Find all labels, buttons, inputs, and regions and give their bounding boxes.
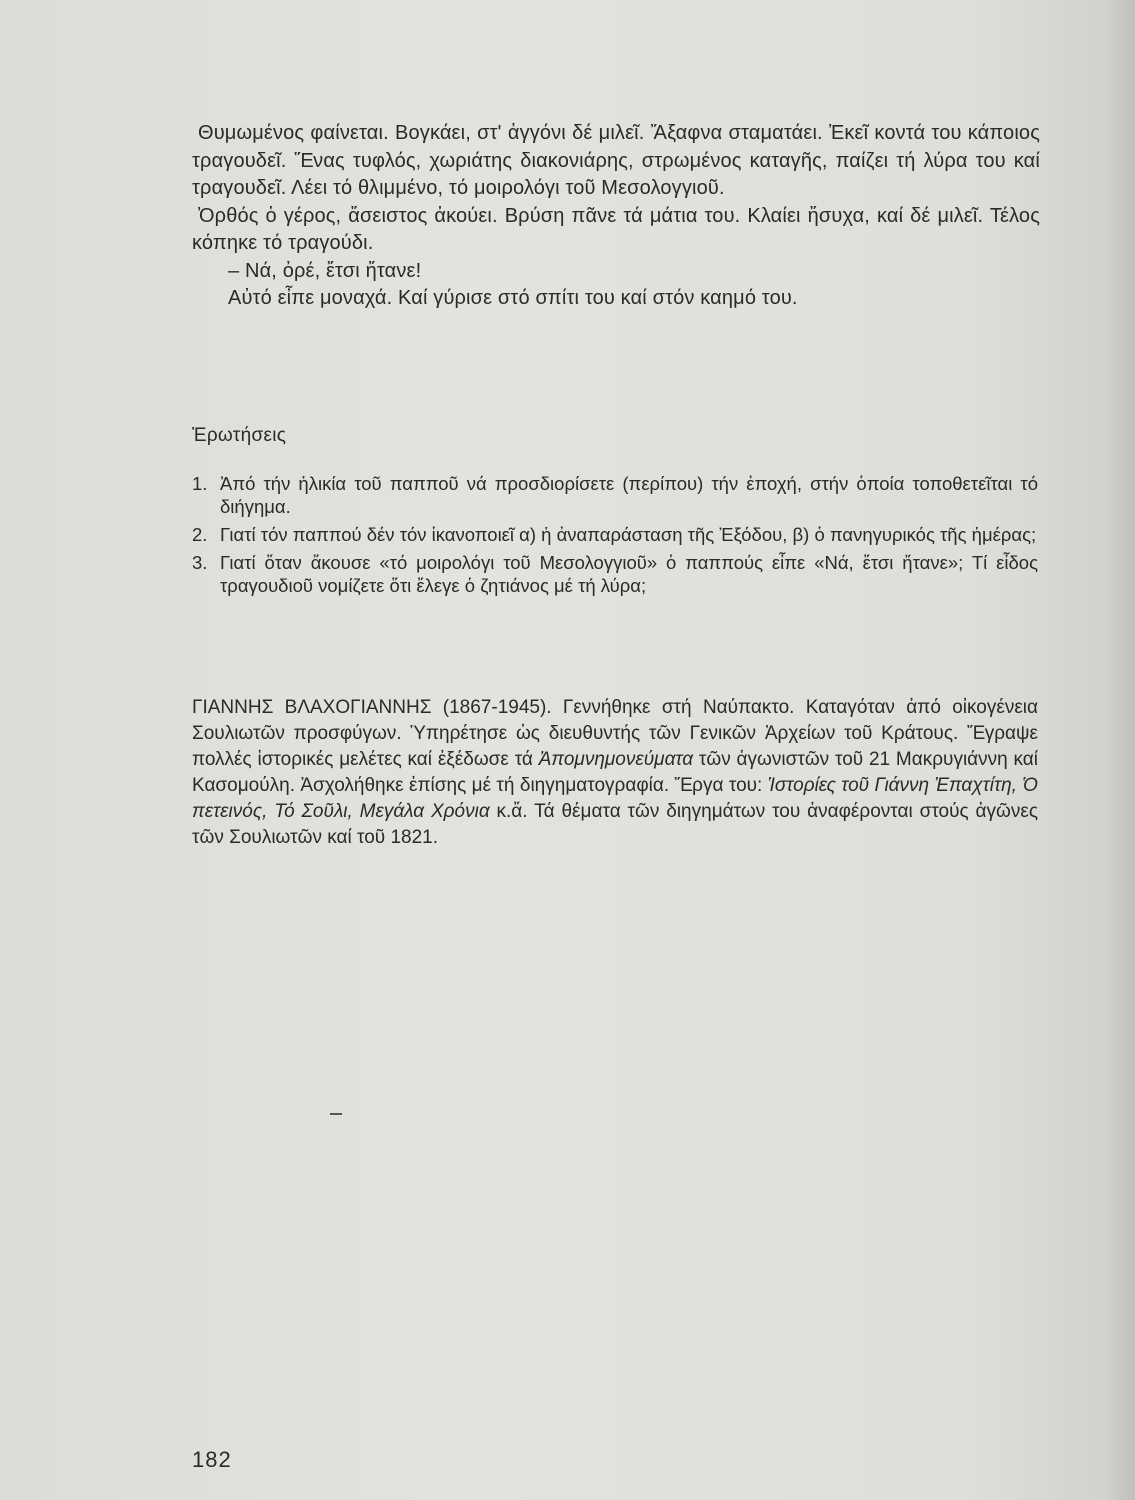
questions-heading: Ἐρωτήσεις: [192, 425, 287, 446]
question-text: Ἀπό τήν ἡλικία τοῦ παπποῦ νά προσδιορίσετε (περίπου) τήν ἐποχή, στήν ὁποία τοποθετεῖται τό διήγημα.: [220, 473, 1038, 517]
question-number: 1.: [192, 473, 208, 494]
bio-italic-works: Ἱστορίες τοῦ Γιάννη Ἐπαχτίτη, Ὁ πετεινός, Τό Σοῦλι, Μεγάλα Χρόνια: [192, 775, 1038, 822]
bio-text: ΓΙΑΝΝΗΣ ΒΛΑΧΟΓΙΑΝΝΗΣ (1867-1945). Γεννήθηκε στή Ναύπακτο. Καταγόταν ἀπό οἰκογένεια Σουλιωτῶν προσφύγων. Ὑπηρέτησε ὡς διευθυντής τῶν Γενικῶν Ἀρχείων τοῦ Κράτους. Ἔγραψε πολλές ἱστορικές μελέτες καί ἐξέδωσε τά: [192, 697, 1038, 770]
questions-list: [192, 472, 1038, 602]
question-item: [192, 472, 1038, 518]
author-biography: [192, 695, 1038, 851]
story-dialog-line: – Νά, ὀρέ, ἔτσι ἤτανε!: [228, 259, 422, 282]
page-number: 182: [192, 1447, 232, 1472]
stray-mark: [330, 1113, 342, 1115]
bio-text: κ.ἄ. Τά θέματα τῶν διηγημάτων του ἀναφέρονται στούς ἀγῶνες τῶν Σουλιωτῶν καί τοῦ 1821.: [192, 801, 1038, 848]
bio-italic-title: Ἀπομνημονεύματα: [538, 749, 694, 770]
story-paragraph-2: Ὀρθός ὁ γέρος, ἄσειστος ἀκούει. Βρύση πᾶνε τά μάτια του. Κλαίει ἥσυχα, καί δέ μιλεῖ. Τέλος κόπηκε τό τραγούδι.: [192, 204, 1040, 254]
story-paragraph-1: Θυμωμένος φαίνεται. Βογκάει, στ' ἀγγόνι δέ μιλεῖ. Ἄξαφνα σταματάει. Ἐκεῖ κοντά του κάποιος τραγουδεῖ. Ἕνας τυφλός, χωριάτης διακονιάρης, στρωμένος καταγῆς, παίζει τή λύρα του καί τραγουδεῖ. Λέει τό θλιμμένο, τό μοιρολόγι τοῦ Μεσολογγιοῦ.: [192, 122, 1040, 199]
question-number: 3.: [192, 552, 208, 573]
question-item: [192, 551, 1038, 597]
question-text: Γιατί ὅταν ἄκουσε «τό μοιρολόγι τοῦ Μεσολογγιοῦ» ὁ παππούς εἶπε «Νά, ἔτσι ἤτανε»; Τί εἶδος τραγουδιοῦ νομίζετε ὅτι ἔλεγε ὁ ζητιάνος μέ τή λύρα;: [220, 552, 1038, 596]
question-text: Γιατί τόν παππού δέν τόν ἱκανοποιεῖ α) ἡ ἀναπαράσταση τῆς Ἐξόδου, β) ὁ πανηγυρικός τῆς ἡμέρας;: [220, 524, 1037, 545]
page-edge-shadow: [1105, 0, 1135, 1500]
bio-text: τῶν ἀγωνιστῶν τοῦ 21 Μακρυγιάννη καί Κασομούλη. Ἀσχολήθηκε ἐπίσης μέ τή διηγηματογραφία. Ἔργα του:: [192, 749, 1039, 796]
question-item: [192, 523, 1038, 546]
story-paragraph-3: Αὐτό εἶπε μοναχά. Καί γύρισε στό σπίτι του καί στόν καημό του.: [228, 287, 798, 309]
story-text: [192, 120, 1040, 313]
question-number: 2.: [192, 524, 208, 545]
